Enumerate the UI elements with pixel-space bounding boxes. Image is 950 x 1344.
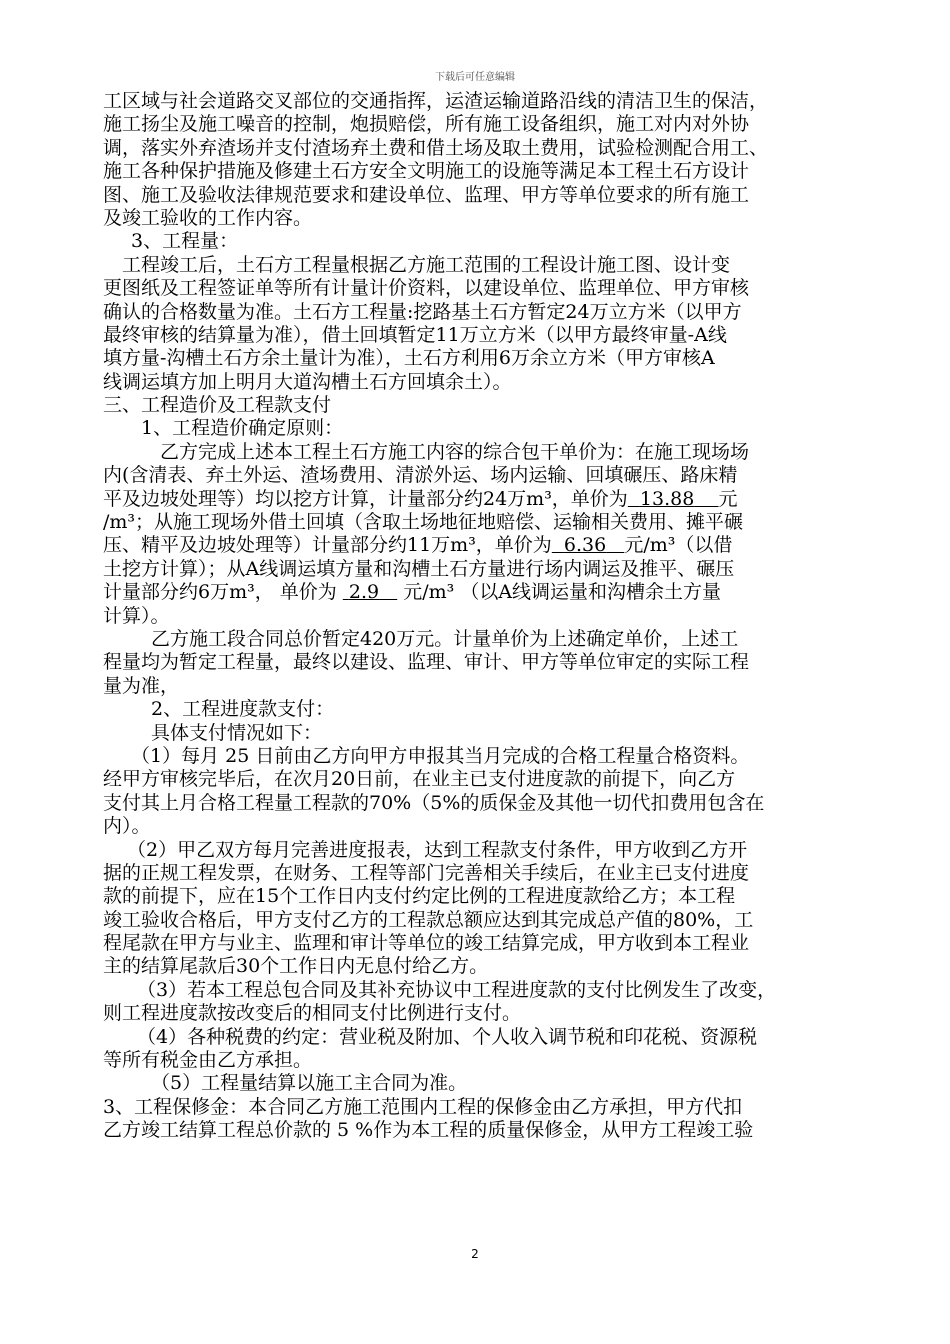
text-line: 更图纸及工程签证单等所有计量计价资料，以建设单位、监理单位、甲方审核 xyxy=(103,277,750,300)
text-line: 程量均为暂定工程量，最终以建设、监理、审计、甲方等单位审定的实际工程 xyxy=(103,651,750,674)
text-segment: 元/m³（以借 xyxy=(624,534,733,557)
text-line: 乙方竣工结算工程总价款的 5 %作为本工程的质量保修金，从甲方工程竣工验 xyxy=(103,1119,754,1142)
section-heading-quantity: 3、工程量： xyxy=(131,230,239,253)
page-number: 2 xyxy=(471,1247,479,1261)
text-segment: 平及边坡处理等）均以挖方计算，计量部分约24万m³，单价为 xyxy=(103,487,628,510)
list-item-1: （1）每月 25 日前由乙方向甲方申报其当月完成的合格工程量合格资料。 xyxy=(131,744,750,767)
text-line xyxy=(103,534,863,557)
text-line xyxy=(103,581,863,604)
text-line: 则工程进度款按改变后的相同支付比例进行支付。 xyxy=(103,1002,522,1025)
text-line: 填方量-沟槽土石方余土量计为准），土石方利用6万余立方米（甲方审核A xyxy=(103,347,715,370)
text-line: 竣工验收合格后，甲方支付乙方的工程款总额应达到其完成总产值的80%，工 xyxy=(103,908,754,931)
section-heading-warranty: 3、工程保修金：本合同乙方施工范围内工程的保修金由乙方承担，甲方代扣 xyxy=(103,1095,743,1118)
text-line: 及竣工验收的工作内容。 xyxy=(103,206,313,229)
unit-price-transfer: 2.9 xyxy=(348,581,380,604)
text-line: 程尾款在甲方与业主、监理和审计等单位的竣工结算完成，甲方收到本工程业 xyxy=(103,932,750,955)
text-line: 具体支付情况如下： xyxy=(151,721,323,744)
text-line xyxy=(103,488,863,511)
text-line: 图、施工及验收法律规范要求和建设单位、监理、甲方等单位要求的所有施工 xyxy=(103,183,750,206)
document-body xyxy=(103,90,863,1143)
text-line: 工程竣工后，土石方工程量根据乙方施工范围的工程设计施工图、设计变 xyxy=(122,253,731,276)
text-line: 经甲方审核完毕后，在次月20日前，在业主已支付进度款的前提下，向乙方 xyxy=(103,768,736,791)
text-line: 线调运填方加上明月大道沟槽土石方回填余土）。 xyxy=(103,370,512,393)
list-item-4: （4）各种税费的约定：营业税及附加、个人收入调节税和印花税、资源税 xyxy=(137,1025,758,1048)
text-line: 等所有税金由乙方承担。 xyxy=(103,1049,313,1072)
text-segment: 元 xyxy=(718,487,738,510)
text-segment: 压、精平及边坡处理等）计量部分约11万m³，单价为 xyxy=(103,534,552,557)
unit-price-excavation: 13.88 xyxy=(639,487,695,510)
text-line: /m³；从施工现场外借土回填（含取土场地征地赔偿、运输相关费用、摊平碾 xyxy=(103,511,744,534)
text-line: 主的结算尾款后30个工作日内无息付给乙方。 xyxy=(103,955,489,978)
subsection-heading-pricing: 1、工程造价确定原则： xyxy=(141,417,344,440)
text-line: 最终审核的结算量为准），借土回填暂定11万立方米（以甲方最终审量-A线 xyxy=(103,323,727,346)
text-line: 支付其上月合格工程量工程款的70%（5%的质保金及其他一切代扣费用包含在 xyxy=(103,791,765,814)
text-line: 内(含清表、弃土外运、渣场费用、清淤外运、场内运输、回填碾压、路床精 xyxy=(103,464,738,487)
list-item-5: （5）工程量结算以施工主合同为准。 xyxy=(151,1072,468,1095)
text-segment: 计量部分约6万m³， 单价为 xyxy=(103,581,343,604)
text-segment: 元/m³ （以A线调运量和沟槽余土方量 xyxy=(397,581,722,604)
text-line: 施工扬尘及施工噪音的控制，炮损赔偿，所有施工设备组织，施工对内对外协 xyxy=(103,113,750,136)
text-line: 据的正规工程发票，在财务、工程等部门完善相关手续后，在业主已支付进度 xyxy=(103,861,750,884)
text-line: 确认的合格数量为准。土石方工程量:挖路基土石方暂定24万立方米（以甲方 xyxy=(103,300,742,323)
text-line: 施工各种保护措施及修建土石方安全文明施工的设施等满足本工程土石方设计 xyxy=(103,160,750,183)
page-header: 下载后可任意编辑 xyxy=(435,72,515,83)
section-heading-cost: 三、工程造价及工程款支付 xyxy=(103,394,332,417)
unit-price-borrow-fill: 6.36 xyxy=(563,534,607,557)
text-line: 乙方施工段合同总价暂定420万元。计量单价为上述确定单价，上述工 xyxy=(151,627,739,650)
subsection-heading-progress-payment: 2、工程进度款支付： xyxy=(151,698,335,721)
text-line: 款的前提下，应在15个工作日内支付约定比例的工程进度款给乙方；本工程 xyxy=(103,885,736,908)
text-line: 调，落实外弃渣场并支付渣场弃土费和借土场及取土费用，试验检测配合用工、 xyxy=(103,136,769,159)
list-item-3: （3）若本工程总包合同及其补充协议中工程进度款的支付比例发生了改变， xyxy=(137,978,777,1001)
list-item-2: （2）甲乙双方每月完善进度报表，达到工程款支付条件，甲方收到乙方开 xyxy=(127,838,748,861)
text-line: 计算）。 xyxy=(103,604,170,627)
text-line: 土挖方计算）；从A线调运填方量和沟槽土石方量进行场内调运及推平、碾压 xyxy=(103,557,735,580)
text-line: 量为准， xyxy=(103,674,180,697)
text-line: 乙方完成上述本工程土石方施工内容的综合包干单价为：在施工现场场 xyxy=(160,440,750,463)
text-line: 工区域与社会道路交叉部位的交通指挥，运渣运输道路沿线的清洁卫生的保洁， xyxy=(103,90,769,112)
text-line: 内）。 xyxy=(103,815,151,838)
